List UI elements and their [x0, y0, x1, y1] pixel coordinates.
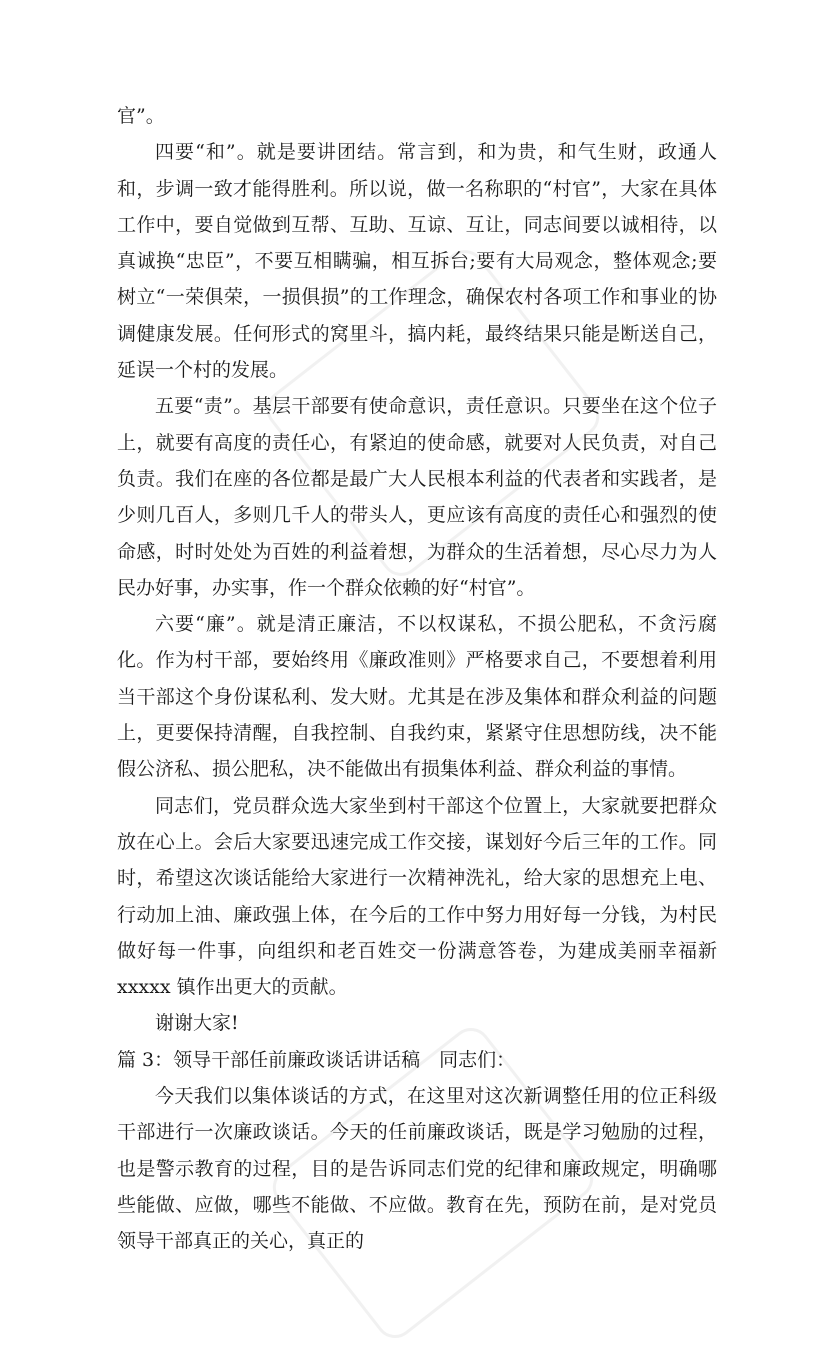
document-body: [117, 98, 717, 1260]
paragraph-intro: 今天我们以集体谈话的方式，在这里对这次新调整任用的位正科级干部进行一次廉政谈话。今天的任前廉政谈话，既是学习勉励的过程，也是警示教育的过程，目的是告诉同志们党的纪律和廉政规定，明确哪些能做、应做，哪些不能做、不应做。教育在先，预防在前，是对党员领导干部真正的关心，真正的: [117, 1085, 717, 1253]
paragraph-harmony: 四要“和”。就是要讲团结。常言到，和为贵，和气生财，政通人和，步调一致才能得胜利。所以说，做一名称职的“村官”，大家在具体工作中，要自觉做到互帮、互助、互谅、互让，同志间要以诚相待，以真诚换“忠臣”，不要互相瞒骗，相互拆台;要有大局观念，整体观念;要树立“一荣俱荣，一损俱损”的工作理念，确保农村各项工作和事业的协调健康发展。任何形式的窝里斗，搞内耗，最终结果只能是断送自己，延误一个村的发展。: [117, 141, 717, 382]
paragraph-integrity: 六要“廉”。就是清正廉洁，不以权谋私，不损公肥私，不贪污腐化。作为村干部，要始终用《廉政准则》严格要求自己，不要想着利用当干部这个身份谋私利、发大财。尤其是在涉及集体和群众利益的问题上，更要保持清醒，自我控制、自我约束，紧紧守住思想防线，决不能假公济私、损公肥私，决不能做出有损集体利益、群众利益的事情。: [117, 613, 717, 781]
paragraph-thanks: 谢谢大家!: [155, 1012, 239, 1035]
section-heading: 篇 3：领导干部任前廉政谈话讲话稿 同志们：: [117, 1048, 516, 1071]
paragraph-continuation: 官”。: [117, 105, 165, 127]
paragraph-responsibility: 五要“责”。基层干部要有使命意识，责任意识。只要坐在这个位子上，就要有高度的责任心，有紧迫的使命感，就要对人民负责，对自己负责。我们在座的各位都是最广大人民根本利益的代表者和实践者，是少则几百人，多则几千人的带头人，更应该有高度的责任心和强烈的使命感，时时处处为百姓的利益着想，为群众的生活着想，尽心尽力为人民办好事，办实事，作一个群众依赖的好“村官”。: [117, 395, 717, 599]
paragraph-closing: 同志们，党员群众选大家坐到村干部这个位置上，大家就要把群众放在心上。会后大家要迅速完成工作交接，谋划好今后三年的工作。同时，希望这次谈话能给大家进行一次精神洗礼，给大家的思想充上电、行动加上油、廉政强上体，在今后的工作中努力用好每一分钱，为村民做好每一件事，向组织和老百姓交一份满意答卷，为建成美丽幸福新 xxxxx 镇作出更大的贡献。: [117, 794, 717, 999]
